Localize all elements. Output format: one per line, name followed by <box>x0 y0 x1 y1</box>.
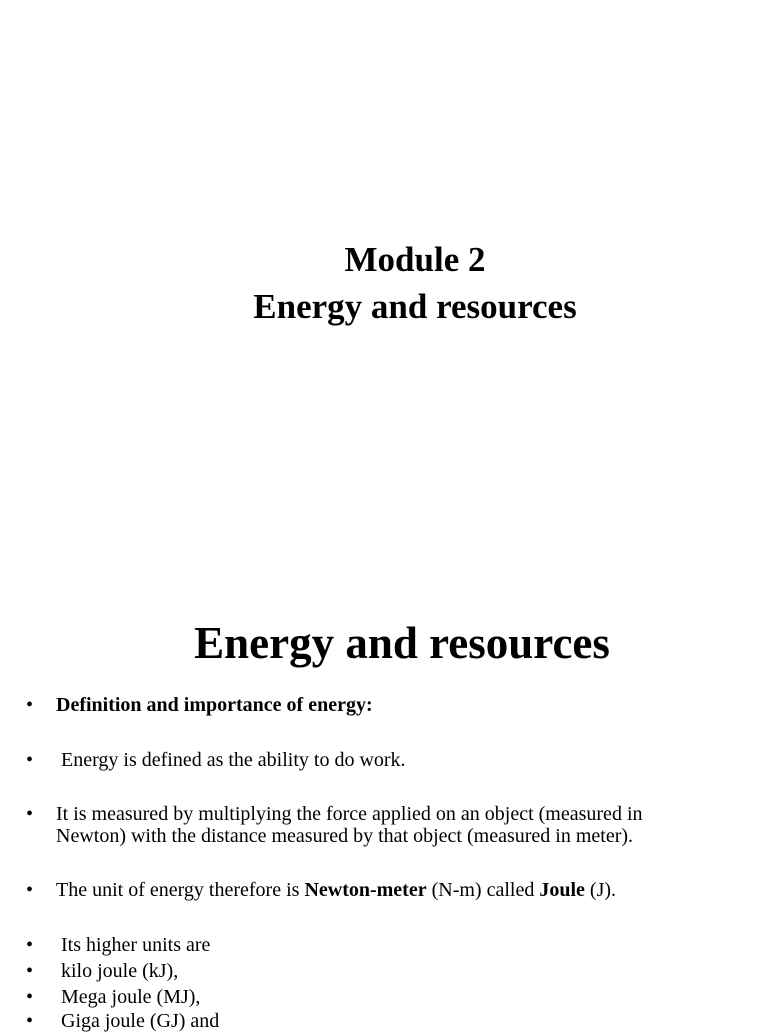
unit-sentence <box>56 879 708 901</box>
unit-abbrev: (N-m) called <box>426 879 540 901</box>
module-title: Energy and resources <box>253 287 577 326</box>
definition-heading: Definition and importance of energy: <box>56 694 373 716</box>
mega-joule: Mega joule (MJ), <box>61 986 201 1008</box>
unit-prefix: The unit of energy therefore is <box>56 879 305 901</box>
bullet-dot: • <box>26 694 34 716</box>
slide-title-block <box>0 236 768 330</box>
bullet-dot: • <box>26 960 34 982</box>
energy-definition: Energy is defined as the ability to do work. <box>61 749 406 771</box>
giga-joule: Giga joule (GJ) and <box>61 1010 220 1032</box>
bullet-dot: • <box>26 986 34 1008</box>
unit-name: Newton-meter <box>304 879 427 901</box>
unit-suffix: (J). <box>584 879 617 901</box>
module-label: Module 2 <box>344 240 486 279</box>
unit-joule: Joule <box>539 879 585 901</box>
bullet-dot: • <box>26 934 34 956</box>
measurement-text: It is measured by multiplying the force applied on an object (measured in Newton) with the distance measured by that object (measured in meter). <box>56 803 643 847</box>
higher-units-intro: Its higher units are <box>61 934 211 956</box>
kilo-joule: kilo joule (kJ), <box>61 960 179 982</box>
bullet-dot: • <box>26 803 34 825</box>
bullet-dot: • <box>26 749 34 771</box>
bullet-dot: • <box>26 879 34 901</box>
section-heading: Energy and resources <box>194 618 610 668</box>
bullet-dot: • <box>26 1010 34 1032</box>
